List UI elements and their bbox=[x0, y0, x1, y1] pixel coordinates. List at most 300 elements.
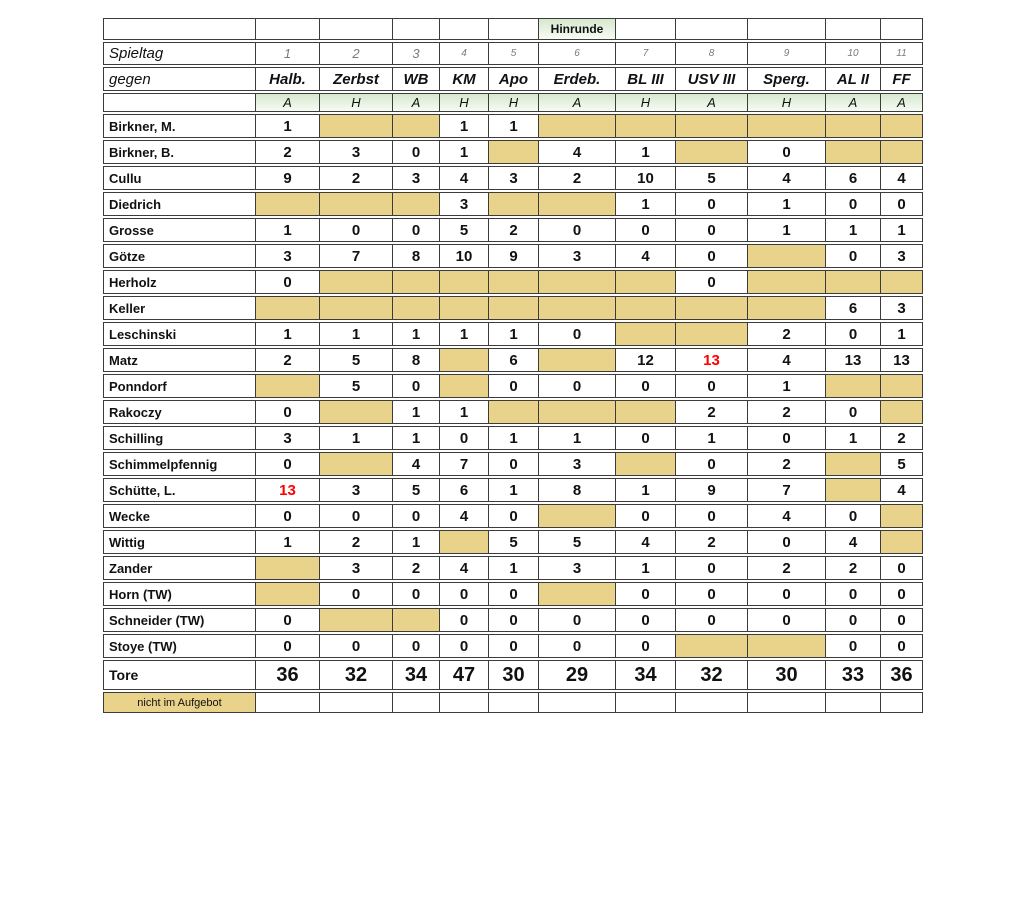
hinrunde-row-empty-cell bbox=[881, 18, 923, 40]
goal-cell: 0 bbox=[539, 218, 616, 242]
goal-cell: 0 bbox=[489, 504, 539, 528]
player-row bbox=[103, 140, 923, 164]
opponent-cell: Apo bbox=[489, 67, 539, 91]
player-name: Schneider (TW) bbox=[103, 608, 256, 632]
player-row bbox=[103, 556, 923, 580]
goal-cell: 2 bbox=[676, 400, 748, 424]
goal-cell: 2 bbox=[881, 426, 923, 450]
goal-cell: 0 bbox=[489, 452, 539, 476]
goal-cell: 0 bbox=[616, 634, 676, 658]
not-in-squad-cell bbox=[826, 452, 881, 476]
goal-cell: 3 bbox=[539, 244, 616, 268]
not-in-squad-cell bbox=[539, 582, 616, 606]
goal-cell: 3 bbox=[393, 166, 440, 190]
not-in-squad-cell bbox=[881, 114, 923, 138]
goal-cell: 0 bbox=[393, 218, 440, 242]
goal-cell: 6 bbox=[489, 348, 539, 372]
not-in-squad-cell bbox=[676, 634, 748, 658]
hinrunde-row-empty-cell bbox=[320, 18, 393, 40]
not-in-squad-cell bbox=[748, 270, 826, 294]
not-in-squad-cell bbox=[881, 374, 923, 398]
goal-cell: 4 bbox=[826, 530, 881, 554]
not-in-squad-cell bbox=[320, 114, 393, 138]
goal-cell: 1 bbox=[320, 322, 393, 346]
goal-cell: 1 bbox=[256, 218, 320, 242]
matchday-11: 11 bbox=[881, 42, 923, 65]
tore-total-cell: 32 bbox=[676, 660, 748, 690]
goal-cell: 1 bbox=[748, 374, 826, 398]
not-in-squad-cell bbox=[539, 504, 616, 528]
matchday-2: 2 bbox=[320, 42, 393, 65]
goal-cell: 9 bbox=[256, 166, 320, 190]
not-in-squad-cell bbox=[826, 140, 881, 164]
goal-cell: 10 bbox=[616, 166, 676, 190]
not-in-squad-cell bbox=[616, 296, 676, 320]
goal-cell: 1 bbox=[440, 114, 489, 138]
not-in-squad-cell bbox=[826, 374, 881, 398]
not-in-squad-cell bbox=[826, 114, 881, 138]
goal-cell: 1 bbox=[616, 140, 676, 164]
matchday-6: 6 bbox=[539, 42, 616, 65]
legend-row-empty-cell bbox=[489, 692, 539, 713]
goal-cell: 1 bbox=[748, 192, 826, 216]
goal-cell: 4 bbox=[748, 504, 826, 528]
player-row bbox=[103, 114, 923, 138]
player-name: Leschinski bbox=[103, 322, 256, 346]
goal-cell: 0 bbox=[489, 608, 539, 632]
goal-cell: 5 bbox=[881, 452, 923, 476]
goal-cell: 0 bbox=[748, 426, 826, 450]
goal-cell: 0 bbox=[393, 634, 440, 658]
goal-cell: 2 bbox=[539, 166, 616, 190]
player-name: Horn (TW) bbox=[103, 582, 256, 606]
goal-cell: 2 bbox=[320, 530, 393, 554]
hinrunde-row-empty-cell bbox=[616, 18, 676, 40]
not-in-squad-cell bbox=[881, 530, 923, 554]
goal-cell: 1 bbox=[881, 322, 923, 346]
matchday-4: 4 bbox=[440, 42, 489, 65]
not-in-squad-cell bbox=[881, 140, 923, 164]
goal-cell: 1 bbox=[881, 218, 923, 242]
not-in-squad-cell bbox=[539, 348, 616, 372]
goal-cell: 10 bbox=[440, 244, 489, 268]
goal-cell: 0 bbox=[320, 504, 393, 528]
goal-cell: 0 bbox=[393, 582, 440, 606]
legend-row-empty-cell bbox=[256, 692, 320, 713]
goal-cell: 5 bbox=[489, 530, 539, 554]
tore-total-cell: 29 bbox=[539, 660, 616, 690]
goal-cell: 0 bbox=[539, 634, 616, 658]
not-in-squad-cell bbox=[489, 140, 539, 164]
player-row bbox=[103, 192, 923, 216]
not-in-squad-cell bbox=[489, 270, 539, 294]
goal-cell: 4 bbox=[440, 556, 489, 580]
legend-row-empty-cell bbox=[881, 692, 923, 713]
goal-cell: 0 bbox=[256, 634, 320, 658]
goal-cell: 0 bbox=[393, 374, 440, 398]
goal-cell-highlight: 13 bbox=[676, 348, 748, 372]
player-row bbox=[103, 582, 923, 606]
tore-total-cell: 30 bbox=[489, 660, 539, 690]
goal-cell: 0 bbox=[826, 322, 881, 346]
goal-cell: 12 bbox=[616, 348, 676, 372]
player-name: Schilling bbox=[103, 426, 256, 450]
goal-cell: 0 bbox=[748, 582, 826, 606]
goal-cell: 0 bbox=[440, 608, 489, 632]
hinrunde-header: Hinrunde bbox=[539, 18, 616, 40]
goals-table bbox=[103, 16, 923, 715]
not-in-squad-cell bbox=[748, 244, 826, 268]
goal-cell: 0 bbox=[440, 634, 489, 658]
player-name: Wittig bbox=[103, 530, 256, 554]
not-in-squad-cell bbox=[616, 114, 676, 138]
matchday-5: 5 bbox=[489, 42, 539, 65]
hinrunde-row-empty-cell bbox=[256, 18, 320, 40]
goal-cell: 1 bbox=[748, 218, 826, 242]
not-in-squad-cell bbox=[440, 270, 489, 294]
totals-row bbox=[103, 660, 923, 690]
legend-row-empty-cell bbox=[826, 692, 881, 713]
hinrunde-row-empty-cell bbox=[440, 18, 489, 40]
goal-cell: 0 bbox=[489, 582, 539, 606]
player-row bbox=[103, 452, 923, 476]
legend-row-empty-cell bbox=[748, 692, 826, 713]
tore-total-cell: 36 bbox=[256, 660, 320, 690]
goal-cell: 1 bbox=[393, 426, 440, 450]
venue-cell: A bbox=[393, 93, 440, 112]
player-row bbox=[103, 530, 923, 554]
goal-cell: 2 bbox=[256, 140, 320, 164]
goal-cell: 2 bbox=[826, 556, 881, 580]
not-in-squad-cell bbox=[489, 400, 539, 424]
player-name: Matz bbox=[103, 348, 256, 372]
not-in-squad-cell bbox=[748, 114, 826, 138]
goal-cell: 0 bbox=[676, 374, 748, 398]
player-name: Birkner, M. bbox=[103, 114, 256, 138]
goal-cell: 2 bbox=[320, 166, 393, 190]
tore-total-cell: 36 bbox=[881, 660, 923, 690]
not-in-squad-cell bbox=[881, 270, 923, 294]
goal-cell: 1 bbox=[393, 322, 440, 346]
matchday-10: 10 bbox=[826, 42, 881, 65]
goal-cell: 0 bbox=[676, 504, 748, 528]
hinrunde-row-empty-cell bbox=[748, 18, 826, 40]
goal-cell: 2 bbox=[748, 400, 826, 424]
goal-cell: 0 bbox=[539, 322, 616, 346]
not-in-squad-cell bbox=[676, 296, 748, 320]
goal-cell: 4 bbox=[440, 166, 489, 190]
goal-cell: 4 bbox=[881, 166, 923, 190]
tore-total-cell: 32 bbox=[320, 660, 393, 690]
goal-cell: 2 bbox=[489, 218, 539, 242]
hinrunde-row-empty-cell bbox=[826, 18, 881, 40]
not-in-squad-cell bbox=[256, 582, 320, 606]
tore-total-cell: 34 bbox=[616, 660, 676, 690]
goal-cell: 3 bbox=[539, 452, 616, 476]
legend-row-empty-cell bbox=[320, 692, 393, 713]
goal-cell: 0 bbox=[489, 374, 539, 398]
goal-cell: 0 bbox=[826, 192, 881, 216]
player-row bbox=[103, 270, 923, 294]
not-in-squad-cell bbox=[489, 192, 539, 216]
goal-cell: 0 bbox=[826, 608, 881, 632]
goal-cell: 5 bbox=[393, 478, 440, 502]
goal-cell: 4 bbox=[539, 140, 616, 164]
goal-cell: 1 bbox=[256, 530, 320, 554]
not-in-squad-cell bbox=[539, 192, 616, 216]
goal-cell: 0 bbox=[676, 218, 748, 242]
goal-cell: 1 bbox=[440, 400, 489, 424]
not-in-squad-cell bbox=[616, 400, 676, 424]
goal-cell: 3 bbox=[489, 166, 539, 190]
goal-cell: 4 bbox=[616, 244, 676, 268]
goal-cell: 0 bbox=[256, 504, 320, 528]
player-name: Cullu bbox=[103, 166, 256, 190]
player-name: Grosse bbox=[103, 218, 256, 242]
not-in-squad-cell bbox=[489, 296, 539, 320]
goal-cell: 0 bbox=[881, 608, 923, 632]
goal-cell: 3 bbox=[320, 478, 393, 502]
not-in-squad-cell bbox=[539, 114, 616, 138]
goal-cell: 0 bbox=[881, 556, 923, 580]
goal-cell: 0 bbox=[256, 608, 320, 632]
goal-cell: 2 bbox=[393, 556, 440, 580]
matchday-8: 8 bbox=[676, 42, 748, 65]
goal-cell: 4 bbox=[748, 348, 826, 372]
goal-cell: 0 bbox=[256, 400, 320, 424]
opponent-cell: Halb. bbox=[256, 67, 320, 91]
venue-cell: A bbox=[256, 93, 320, 112]
venue-cell: H bbox=[320, 93, 393, 112]
goal-cell: 3 bbox=[320, 556, 393, 580]
venue-row bbox=[103, 93, 923, 112]
not-in-squad-cell bbox=[826, 270, 881, 294]
goal-cell: 0 bbox=[393, 140, 440, 164]
goal-cell: 0 bbox=[826, 400, 881, 424]
goal-cell: 0 bbox=[539, 374, 616, 398]
not-in-squad-cell bbox=[881, 504, 923, 528]
tore-total-cell: 47 bbox=[440, 660, 489, 690]
venue-cell: A bbox=[539, 93, 616, 112]
goal-cell: 4 bbox=[748, 166, 826, 190]
goal-cell: 5 bbox=[320, 348, 393, 372]
venue-cell: H bbox=[616, 93, 676, 112]
goal-cell: 3 bbox=[881, 244, 923, 268]
goal-cell: 1 bbox=[489, 556, 539, 580]
not-in-squad-cell bbox=[320, 400, 393, 424]
goal-cell: 0 bbox=[393, 504, 440, 528]
goal-cell: 0 bbox=[616, 608, 676, 632]
player-row bbox=[103, 608, 923, 632]
goal-cell: 6 bbox=[826, 166, 881, 190]
goal-cell: 1 bbox=[489, 114, 539, 138]
goal-cell: 0 bbox=[676, 582, 748, 606]
goal-cell: 13 bbox=[826, 348, 881, 372]
goal-cell: 0 bbox=[676, 192, 748, 216]
player-name: Schütte, L. bbox=[103, 478, 256, 502]
venue-row-label-cell bbox=[103, 93, 256, 112]
legend-row-empty-cell bbox=[616, 692, 676, 713]
goal-cell: 8 bbox=[393, 244, 440, 268]
goal-cell: 1 bbox=[616, 478, 676, 502]
not-in-squad-cell bbox=[320, 296, 393, 320]
opponent-cell: Sperg. bbox=[748, 67, 826, 91]
goal-cell: 3 bbox=[440, 192, 489, 216]
goal-cell: 0 bbox=[676, 556, 748, 580]
goal-cell: 0 bbox=[616, 426, 676, 450]
player-row bbox=[103, 244, 923, 268]
player-name: Zander bbox=[103, 556, 256, 580]
opponent-cell: WB bbox=[393, 67, 440, 91]
not-in-squad-cell bbox=[676, 114, 748, 138]
goal-cell: 1 bbox=[320, 426, 393, 450]
not-in-squad-cell bbox=[393, 114, 440, 138]
opponent-cell: AL II bbox=[826, 67, 881, 91]
not-in-squad-cell bbox=[440, 530, 489, 554]
venue-cell: H bbox=[748, 93, 826, 112]
goal-cell: 5 bbox=[676, 166, 748, 190]
player-name: Birkner, B. bbox=[103, 140, 256, 164]
goal-cell: 2 bbox=[748, 452, 826, 476]
goal-cell: 4 bbox=[881, 478, 923, 502]
goal-cell: 1 bbox=[256, 322, 320, 346]
not-in-squad-cell bbox=[440, 296, 489, 320]
not-in-squad-cell bbox=[256, 374, 320, 398]
goal-cell: 9 bbox=[676, 478, 748, 502]
player-name: Herholz bbox=[103, 270, 256, 294]
not-in-squad-cell bbox=[616, 452, 676, 476]
goal-cell: 0 bbox=[676, 244, 748, 268]
opponent-cell: FF bbox=[881, 67, 923, 91]
matchday-3: 3 bbox=[393, 42, 440, 65]
hinrunde-row-empty-cell bbox=[393, 18, 440, 40]
not-in-squad-cell bbox=[393, 192, 440, 216]
goal-cell: 1 bbox=[489, 322, 539, 346]
goal-cell: 0 bbox=[748, 530, 826, 554]
not-in-squad-cell bbox=[393, 270, 440, 294]
venue-cell: A bbox=[676, 93, 748, 112]
goal-cell: 7 bbox=[748, 478, 826, 502]
goal-cell: 0 bbox=[676, 608, 748, 632]
not-in-squad-cell bbox=[616, 322, 676, 346]
goal-cell: 1 bbox=[393, 530, 440, 554]
venue-cell: H bbox=[489, 93, 539, 112]
goal-cell: 4 bbox=[440, 504, 489, 528]
matchday-9: 9 bbox=[748, 42, 826, 65]
not-in-squad-cell bbox=[320, 192, 393, 216]
tore-label: Tore bbox=[103, 660, 256, 690]
legend-row-empty-cell bbox=[676, 692, 748, 713]
gegen-label: gegen bbox=[103, 67, 256, 91]
opponent-row bbox=[103, 67, 923, 91]
not-in-squad-cell bbox=[676, 140, 748, 164]
goal-cell: 1 bbox=[489, 426, 539, 450]
venue-cell: A bbox=[826, 93, 881, 112]
goal-cell: 8 bbox=[539, 478, 616, 502]
hinrunde-row bbox=[103, 18, 923, 40]
goal-cell: 1 bbox=[826, 218, 881, 242]
venue-cell: A bbox=[881, 93, 923, 112]
goal-cell: 1 bbox=[676, 426, 748, 450]
not-in-squad-cell bbox=[826, 478, 881, 502]
player-row bbox=[103, 322, 923, 346]
goal-cell: 0 bbox=[826, 244, 881, 268]
goal-cell: 13 bbox=[881, 348, 923, 372]
player-row bbox=[103, 374, 923, 398]
not-in-squad-cell bbox=[881, 400, 923, 424]
not-in-squad-cell bbox=[676, 322, 748, 346]
goal-cell: 0 bbox=[748, 140, 826, 164]
not-in-squad-cell bbox=[320, 608, 393, 632]
player-row bbox=[103, 296, 923, 320]
legend-row-empty-cell bbox=[440, 692, 489, 713]
opponent-cell: BL III bbox=[616, 67, 676, 91]
matchday-row bbox=[103, 42, 923, 65]
goal-cell: 0 bbox=[616, 582, 676, 606]
goal-cell: 5 bbox=[539, 530, 616, 554]
not-in-squad-cell bbox=[748, 296, 826, 320]
goal-cell: 0 bbox=[881, 192, 923, 216]
opponent-cell: Erdeb. bbox=[539, 67, 616, 91]
spieltag-label: Spieltag bbox=[103, 42, 256, 65]
goal-cell: 5 bbox=[320, 374, 393, 398]
goal-cell: 2 bbox=[256, 348, 320, 372]
player-row bbox=[103, 218, 923, 242]
goal-cell: 3 bbox=[256, 426, 320, 450]
matchday-7: 7 bbox=[616, 42, 676, 65]
goal-cell: 5 bbox=[440, 218, 489, 242]
goal-cell: 0 bbox=[539, 608, 616, 632]
goal-cell: 1 bbox=[440, 140, 489, 164]
player-row bbox=[103, 166, 923, 190]
goal-cell: 4 bbox=[393, 452, 440, 476]
player-name: Rakoczy bbox=[103, 400, 256, 424]
not-in-squad-cell bbox=[393, 608, 440, 632]
player-row bbox=[103, 504, 923, 528]
goals-table-body bbox=[103, 18, 923, 713]
goals-per-matchday-table bbox=[103, 16, 923, 715]
goal-cell: 0 bbox=[881, 634, 923, 658]
not-in-squad-cell bbox=[256, 556, 320, 580]
legend-row-empty-cell bbox=[393, 692, 440, 713]
goal-cell: 0 bbox=[489, 634, 539, 658]
player-name: Götze bbox=[103, 244, 256, 268]
player-name: Diedrich bbox=[103, 192, 256, 216]
player-row bbox=[103, 478, 923, 502]
goal-cell: 0 bbox=[616, 504, 676, 528]
goal-cell-highlight: 13 bbox=[256, 478, 320, 502]
legend-row bbox=[103, 692, 923, 713]
player-name: Schimmelpfennig bbox=[103, 452, 256, 476]
player-name: Wecke bbox=[103, 504, 256, 528]
not-in-squad-cell bbox=[320, 452, 393, 476]
goal-cell: 0 bbox=[676, 270, 748, 294]
tore-total-cell: 33 bbox=[826, 660, 881, 690]
goal-cell: 0 bbox=[440, 426, 489, 450]
player-row bbox=[103, 426, 923, 450]
goal-cell: 2 bbox=[748, 556, 826, 580]
goal-cell: 0 bbox=[616, 218, 676, 242]
goal-cell: 7 bbox=[440, 452, 489, 476]
goal-cell: 6 bbox=[826, 296, 881, 320]
hinrunde-row-empty-cell bbox=[676, 18, 748, 40]
legend-not-in-squad: nicht im Aufgebot bbox=[103, 692, 256, 713]
not-in-squad-cell bbox=[440, 374, 489, 398]
player-name: Keller bbox=[103, 296, 256, 320]
player-name: Stoye (TW) bbox=[103, 634, 256, 658]
goal-cell: 0 bbox=[256, 270, 320, 294]
not-in-squad-cell bbox=[539, 400, 616, 424]
